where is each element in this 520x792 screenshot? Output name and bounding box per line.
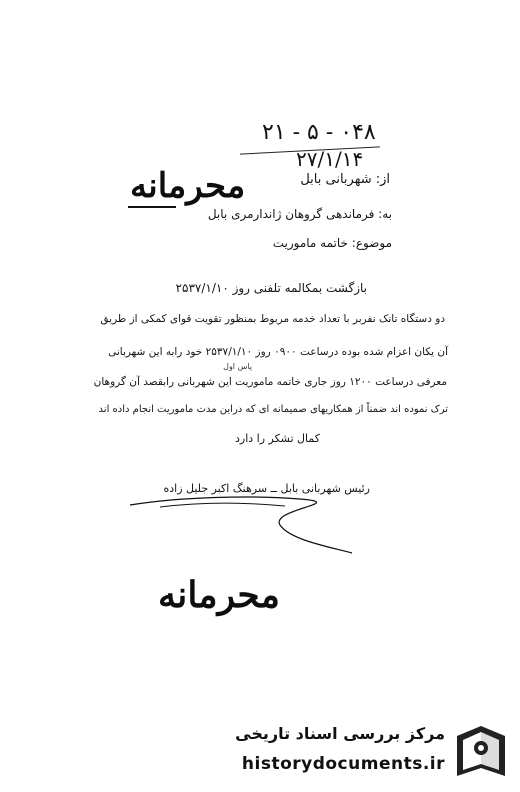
body-line-3: معرفی درساعت ۱۲۰۰ روز جاری خاتمه ماموریت این شهربانی رابقصد آن گروهان [93,376,447,388]
subject-line: موضوع: خاتمه ماموریت [272,236,392,250]
classification-stamp: محرمانه [130,166,246,206]
signature-flourish [100,485,400,560]
body-line-2: آن یکان اعزام شده بوده درساعت ۰۹۰۰ روز ۲۵۳۷/۱/۱۰ خود رابه این شهربانی [108,346,448,358]
to-line: به: فرماندهی گروهان ژاندارمری بابل [207,207,392,221]
watermark-site: historydocuments.ir [241,754,445,774]
book-icon [453,722,509,782]
body-line-1: دو دستگاه تانک نفربر با تعداد خدمه مربوط بمنظور تقویت قوای کمکی از طریق [100,313,445,325]
reference-date: ۲۷/۱/۱۴ [296,147,364,171]
classification-underline [128,206,176,208]
margin-note: پاس اول [223,362,252,371]
watermark-title: مرکز بررسی اسناد تاریخی [235,724,445,743]
body-line-5: کمال تشکر را دارد [235,432,320,445]
signature-line: رئیس شهربانی بابل ــ سرهنگ اکبر جلیل زاده [163,482,370,495]
watermark [225,718,515,788]
body-line-4: ترک نموده اند ضمناً از همکاریهای صمیمانه ای که دراین مدت ماموریت انجام داده اند [98,404,448,415]
reference-line: بازگشت بمکالمه تلفنی روز ۲۵۳۷/۱/۱۰ [175,281,367,295]
from-line: از: شهربانی بابل [300,172,390,187]
footer-classification-stamp: محرمانه [158,574,280,616]
reference-number: ۲۱ - ۵ - ۰۴۸ [262,120,376,145]
